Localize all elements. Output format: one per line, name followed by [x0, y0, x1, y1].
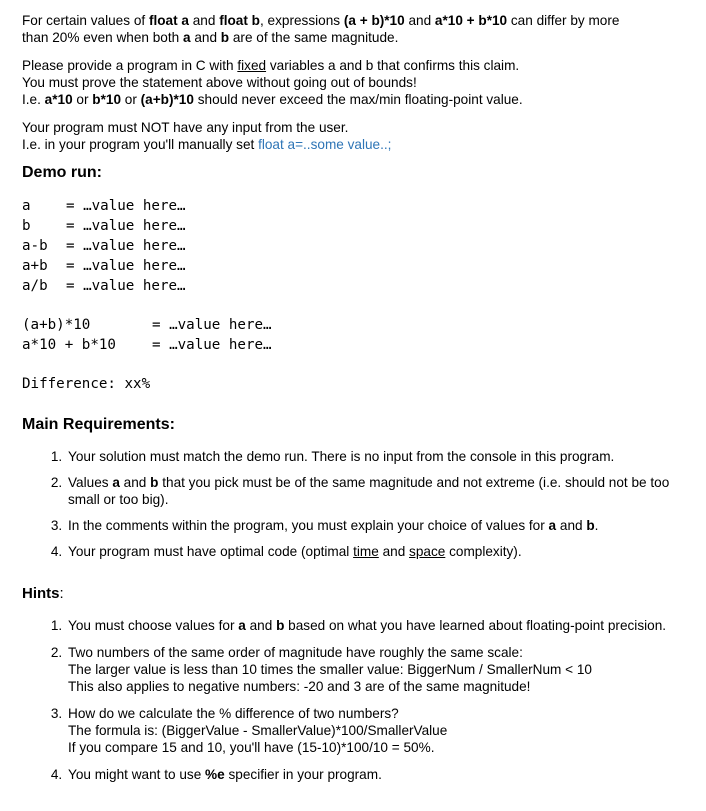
text: I.e. — [22, 92, 45, 107]
demo-run-heading: Demo run: — [22, 164, 102, 181]
text: You might want to use — [68, 767, 206, 782]
var-value: = …value here… — [66, 218, 186, 234]
code-term: (a+b)*10 — [140, 92, 194, 107]
demo-row — [22, 256, 682, 276]
text: Values — [68, 475, 113, 490]
demo-block — [22, 196, 682, 394]
underlined-term: time — [353, 544, 379, 559]
heading-colon: : — [59, 585, 64, 602]
difference-line: Difference: xx% — [22, 376, 151, 392]
var-name: a/b — [22, 278, 48, 294]
list-item — [66, 474, 682, 508]
code-term: b — [276, 618, 285, 633]
text: and — [404, 13, 435, 28]
list-item — [66, 705, 682, 756]
text: can differ by more — [507, 13, 620, 28]
demo-row — [22, 236, 682, 256]
text: specifier in your program. — [224, 767, 382, 782]
code-term: a*10 — [44, 92, 73, 107]
text: For certain values of — [22, 13, 149, 28]
expr-value: = …value here… — [152, 317, 272, 333]
text: than 20% even when both — [22, 30, 183, 45]
list-item — [66, 617, 682, 634]
text: This also applies to negative numbers: -20 and 3 are of the same magnitude! — [68, 679, 531, 694]
var-value: = …value here… — [66, 258, 186, 274]
code-term: b — [220, 30, 230, 45]
text: If you compare 15 and 10, you'll have (15-10)*100/10 = 50%. — [68, 740, 435, 755]
underlined-term: space — [409, 544, 446, 559]
list-item — [66, 766, 682, 783]
hints-list — [22, 617, 682, 783]
var-value: = …value here… — [66, 198, 186, 214]
demo-row — [22, 196, 682, 216]
demo-row — [22, 216, 682, 236]
var-value: = …value here… — [66, 238, 186, 254]
var-name: a+b — [22, 258, 48, 274]
demo-row — [22, 335, 682, 355]
code-term: a — [238, 618, 246, 633]
text: and — [119, 475, 151, 490]
intro-paragraph-1 — [22, 12, 682, 46]
text: The larger value is less than 10 times the smaller value: BiggerNum / SmallerNum < 10 — [68, 662, 592, 677]
hints-heading — [22, 584, 682, 604]
text: complexity). — [445, 544, 522, 559]
text: and — [190, 30, 221, 45]
text: Please provide a program in C with — [22, 58, 238, 73]
intro-paragraph-3 — [22, 119, 682, 153]
var-name: a — [22, 198, 31, 214]
code-term: b — [586, 518, 595, 533]
var-value: = …value here… — [66, 278, 186, 294]
intro-paragraph-2 — [22, 57, 682, 108]
code-term: (a + b)*10 — [343, 13, 405, 28]
text: based on what you have learned about floating-point precision. — [284, 618, 667, 633]
text: In the comments within the program, you must explain your choice of values for — [68, 518, 549, 533]
demo-row — [22, 315, 682, 335]
demo-row — [22, 276, 682, 296]
text: and — [556, 518, 587, 533]
expr-value: = …value here… — [152, 337, 272, 353]
code-term: b*10 — [92, 92, 122, 107]
list-item — [66, 517, 682, 534]
text: or — [121, 92, 141, 107]
expr-name: a*10 + b*10 — [22, 337, 116, 353]
text: I.e. in your program you'll manually set — [22, 137, 259, 152]
requirements-list — [22, 448, 682, 560]
text: , expressions — [259, 13, 344, 28]
text: variables a and b that confirms this claim. — [266, 58, 520, 73]
text: Your program must NOT have any input from the user. — [22, 120, 349, 135]
code-term: b — [150, 475, 159, 490]
text: Your program must have optimal code (optimal — [68, 544, 354, 559]
text: The formula is: (BiggerValue - SmallerValue)*100/SmallerValue — [68, 723, 448, 738]
text: 3. How do we calculate the % difference of two numbers? — [68, 706, 399, 721]
text: You must choose values for — [68, 618, 239, 633]
text: and — [378, 544, 410, 559]
code-snippet: float a=..some value..; — [258, 137, 392, 152]
expr-name: (a+b)*10 — [22, 317, 91, 333]
heading-text: Hints — [22, 585, 60, 602]
text: that you pick must be of the same magnitude and not extreme (i.e. should not be too small or too big). — [68, 475, 670, 507]
var-name: a-b — [22, 238, 48, 254]
list-item — [66, 644, 682, 695]
code-term: a — [182, 30, 191, 45]
code-term: a — [112, 475, 120, 490]
text: You must prove the statement above without going out of bounds! — [22, 75, 417, 90]
text: Your solution must match the demo run. There is no input from the console in this program. — [68, 449, 615, 464]
text: should never exceed the max/min floating-point value. — [193, 92, 523, 107]
list-item — [66, 448, 682, 465]
code-term: a*10 + b*10 — [434, 13, 508, 28]
document-page — [22, 12, 682, 783]
code-term: a — [548, 518, 557, 533]
underlined-term: fixed — [237, 58, 267, 73]
main-requirements-heading: Main Requirements: — [22, 416, 175, 433]
text: and — [188, 13, 220, 28]
code-term: %e — [205, 767, 225, 782]
var-name: b — [22, 218, 31, 234]
text: and — [245, 618, 277, 633]
code-term: float a — [148, 13, 189, 28]
text: . — [594, 518, 599, 533]
code-term: float b — [219, 13, 260, 28]
text: or — [72, 92, 93, 107]
text: are of the same magnitude. — [229, 30, 399, 45]
list-item — [66, 543, 682, 560]
text: 2. Two numbers of the same order of magnitude have roughly the same scale: — [68, 645, 523, 660]
